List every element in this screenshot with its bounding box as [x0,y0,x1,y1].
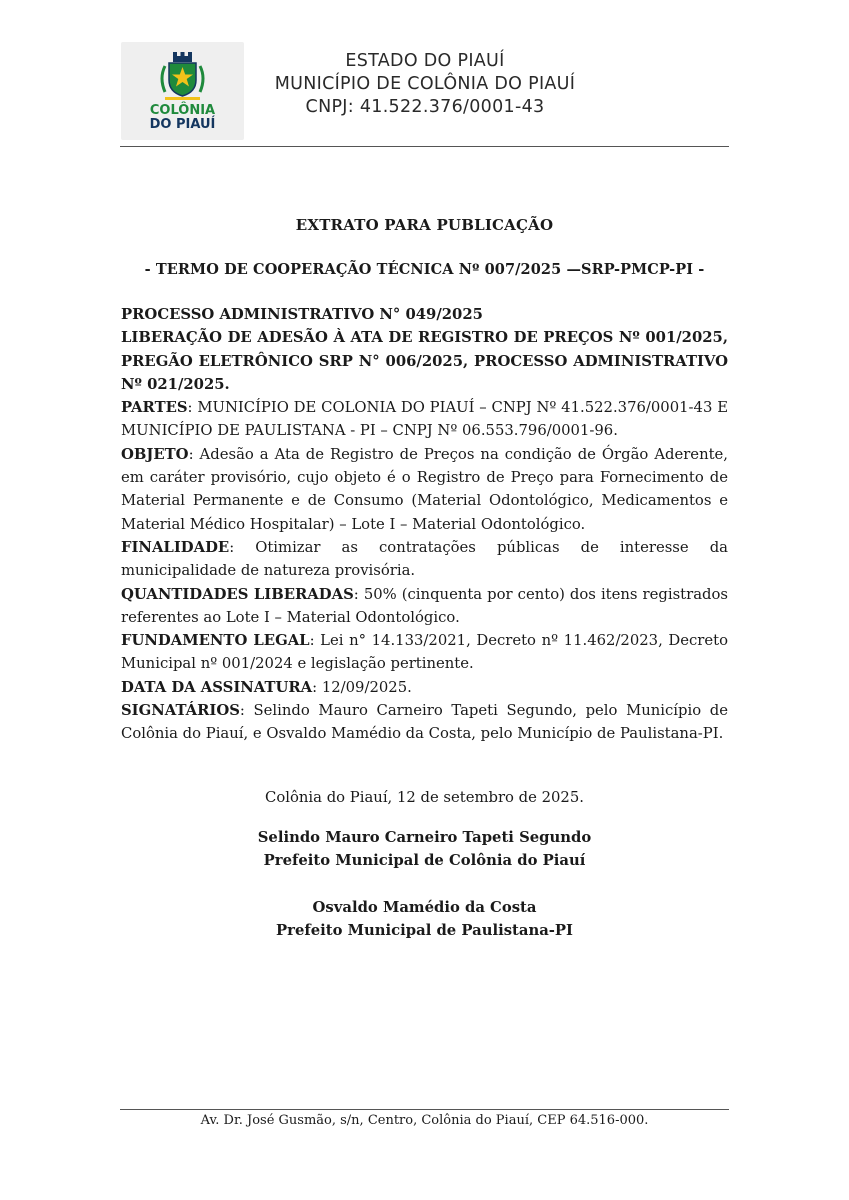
signatory-role: Prefeito Municipal de Paulistana-PI [276,922,573,939]
header-text [250,50,600,119]
section-objeto [121,443,728,536]
place-date: Colônia do Piauí, 12 de setembro de 2025. [265,789,584,806]
signatory-role: Prefeito Municipal de Colônia do Piauí [263,852,586,869]
section-label: SIGNATÁRIOS [121,702,240,720]
processo-line: PROCESSO ADMINISTRATIVO N° 049/2025 [121,306,483,323]
section-data-assinatura [121,676,728,699]
header-cnpj: CNPJ: 41.522.376/0001-43 [305,97,545,117]
liberacao-line: LIBERAÇÃO DE ADESÃO À ATA DE REGISTRO DE PREÇOS Nº 001/2025, PREGÃO ELETRÔNICO SRP N° 006/2025, PROCESSO ADMINISTRATIVO Nº 021/2025. [121,329,728,393]
document-subtitle: - TERMO DE COOPERAÇÃO TÉCNICA Nº 007/2025 —SRP-PMCP-PI - [144,261,705,278]
section-finalidade [121,536,728,583]
header-municipality: MUNICÍPIO DE COLÔNIA DO PIAUÍ [274,74,576,94]
section-text: : MUNICÍPIO DE COLONIA DO PIAUÍ – CNPJ Nº 41.522.376/0001-43 E MUNICÍPIO DE PAULISTANA - PI – CNPJ Nº 06.553.796/0001-96. [121,399,728,440]
document-title: EXTRATO PARA PUBLICAÇÃO [295,216,554,234]
section-text: : Otimizar as contratações públicas de interesse da municipalidade de natureza provisória. [121,538,728,580]
header-state: ESTADO DO PIAUÍ [345,51,505,71]
section-fundamento [121,629,728,676]
coat-of-arms-icon [121,42,244,140]
section-label: QUANTIDADES LIBERADAS [121,585,354,603]
section-text: : Selindo Mauro Carneiro Tapeti Segundo, pelo Município de Colônia do Piauí, e Osvaldo Mamédio da Costa, pelo Município de Paulistana-PI. [121,702,728,743]
section-partes [121,396,728,443]
logo-text-line1: COLÔNIA [149,103,216,118]
section-quantidades [121,583,728,630]
footer-divider [120,1109,729,1110]
section-text: : 50% (cinquenta por cento) dos itens registrados referentes ao Lote I – Material Odontológico. [121,585,728,626]
municipality-logo [121,42,244,140]
section-label: FUNDAMENTO LEGAL [121,632,310,650]
signature-block-2 [121,896,728,942]
signature-block-1 [121,826,728,872]
signatory-name: Osvaldo Mamédio da Costa [312,899,537,916]
section-label: FINALIDADE [121,538,230,556]
footer-address: Av. Dr. José Gusmão, s/n, Centro, Colônia do Piauí, CEP 64.516-000. [200,1113,649,1128]
section-label: OBJETO [121,445,189,463]
document-content [121,303,728,746]
section-text: : Adesão a Ata de Registro de Preços na condição de Órgão Aderente, em caráter provisório, cujo objeto é o Registro de Preço para Fornecimento de Material Permanente e de Consumo (Material Odontológico, Medicamentos e Material Médico Hospitalar) – Lote I – Material Odontológico. [121,445,728,533]
section-label: DATA DA ASSINATURA [121,678,313,696]
header-divider [120,146,729,147]
section-text: : 12/09/2025. [312,678,412,696]
section-label: PARTES [121,399,188,417]
logo-text-line2: DO PIAUÍ [149,117,216,132]
section-text: : Lei n° 14.133/2021, Decreto nº 11.462/2023, Decreto Municipal nº 001/2024 e legislação pertinente. [121,632,728,673]
signatory-name: Selindo Mauro Carneiro Tapeti Segundo [257,829,592,846]
section-signatarios [121,699,728,746]
